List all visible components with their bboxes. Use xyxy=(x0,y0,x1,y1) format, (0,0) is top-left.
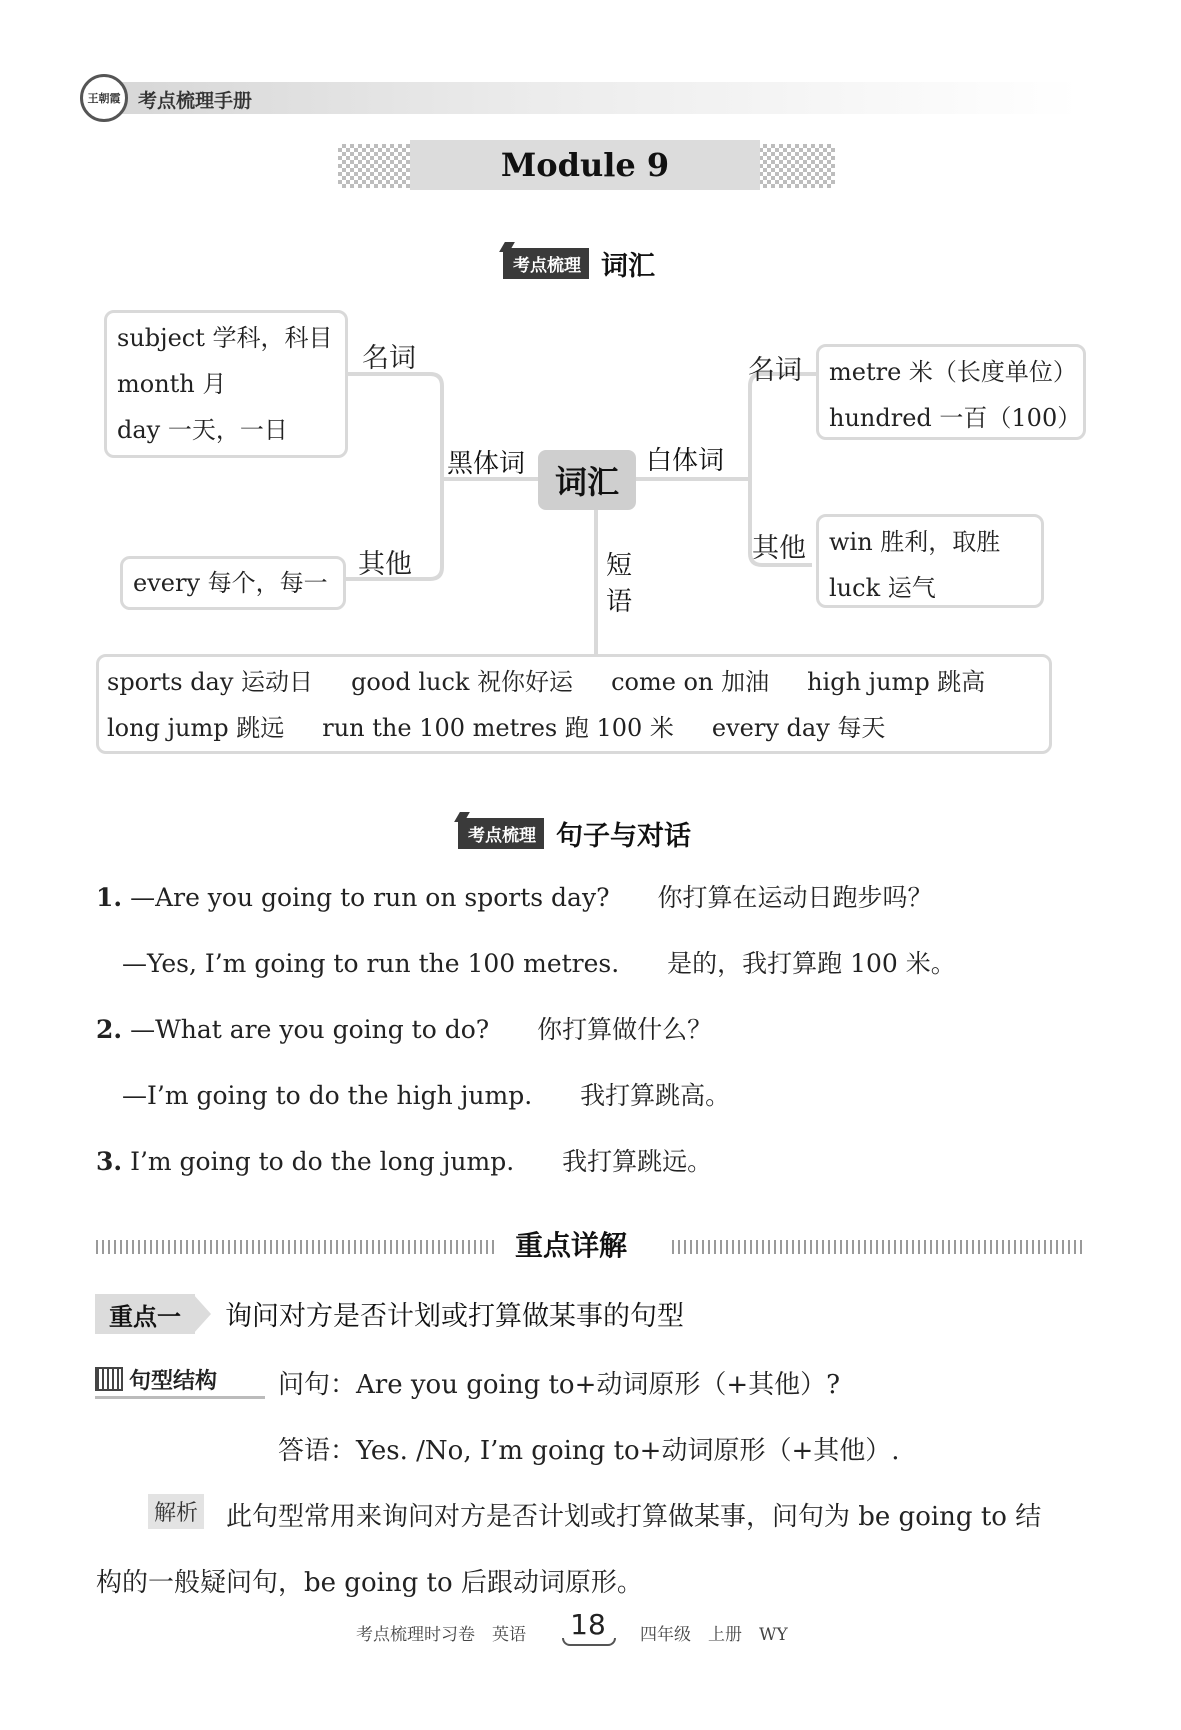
sentence-2-question xyxy=(96,1010,712,1046)
phrase-item: come on 加油 xyxy=(611,668,770,696)
sentence-zh: 是的，我打算跑 100 米。 xyxy=(667,949,956,978)
vocab-item: luck 运气 xyxy=(829,574,936,602)
keypoint-section-title: 重点详解 xyxy=(515,1229,628,1262)
phrases-row-1 xyxy=(107,659,1041,705)
footer-left: 考点梳理时习卷 英语 xyxy=(356,1625,526,1645)
phrase-item: long jump 跳远 xyxy=(107,714,285,742)
vocab-item: win 胜利，取胜 xyxy=(829,528,1001,556)
bold-words-branch-label: 黑体词 xyxy=(447,449,526,479)
sentence-1-question xyxy=(96,878,932,914)
left-other-label: 其他 xyxy=(358,549,412,580)
right-noun-label: 名词 xyxy=(748,355,802,386)
structure-question: 问句：Are you going to+动词原形（+其他）? xyxy=(278,1370,841,1400)
structure-answer: 答语：Yes. /No, I’m going to+动词原形（+其他）. xyxy=(278,1436,900,1466)
sentence-en: —Are you going to run on sports day? xyxy=(130,883,610,912)
phrases-row-2 xyxy=(107,705,1041,751)
page-number: 18 xyxy=(570,1608,606,1641)
analysis-line-1: 此句型常用来询问对方是否计划或打算做某事，问句为 be going to 结 xyxy=(226,1502,1042,1532)
sentence-zh: 你打算在运动日跑步吗？ xyxy=(657,883,933,912)
phrase-item: every day 每天 xyxy=(711,714,886,742)
sentence-3 xyxy=(96,1142,712,1178)
vocab-item: day 一天，一日 xyxy=(117,416,288,444)
vocab-item: metre 米（长度单位） xyxy=(829,358,1077,386)
sentence-number: 1. xyxy=(96,883,123,912)
divider-left xyxy=(96,1240,496,1254)
sentence-section-badge: 考点梳理 xyxy=(458,818,544,849)
analysis-line-2: 构的一般疑问句，be going to 后跟动词原形。 xyxy=(96,1568,643,1598)
sentence-zh: 我打算跳高。 xyxy=(580,1081,731,1110)
phrase-branch-label: 短语 xyxy=(606,551,633,617)
analysis-badge: 解析 xyxy=(148,1494,204,1529)
left-other-box xyxy=(120,556,346,610)
phrase-item: run the 100 metres 跑 100 米 xyxy=(322,714,674,742)
sentence-zh: 我打算跳远。 xyxy=(562,1147,713,1176)
white-words-branch-label: 白体词 xyxy=(646,446,725,476)
phrase-item: good luck 祝你好运 xyxy=(351,668,574,696)
sentence-section-title xyxy=(458,814,691,853)
phrase-item: sports day 运动日 xyxy=(107,668,314,696)
structure-badge xyxy=(95,1362,265,1399)
mind-map-center: 词汇 xyxy=(538,450,636,510)
sentence-1-answer xyxy=(122,944,956,980)
divider-right xyxy=(672,1240,1084,1254)
phrase-item: high jump 跳高 xyxy=(807,668,986,696)
phrases-box xyxy=(96,654,1052,754)
sentence-number: 3. xyxy=(96,1147,123,1176)
sentence-zh: 你打算做什么？ xyxy=(537,1015,713,1044)
sentence-en: I’m going to do the long jump. xyxy=(130,1147,515,1176)
sentence-2-answer xyxy=(122,1076,730,1112)
logo-text: 王朝霞 xyxy=(87,92,121,105)
left-noun-label: 名词 xyxy=(362,343,416,374)
sentence-number: 2. xyxy=(96,1015,123,1044)
vocab-item: hundred 一百（100） xyxy=(829,404,1082,432)
page-number-bracket xyxy=(562,1638,616,1646)
footer-right: 四年级 上册 WY xyxy=(640,1625,788,1645)
vocab-item: month 月 xyxy=(117,370,227,398)
right-other-box xyxy=(816,514,1044,608)
vocab-section-heading: 词汇 xyxy=(601,251,655,282)
left-nouns-box xyxy=(104,310,348,458)
sentence-en: —I’m going to do the high jump. xyxy=(122,1081,533,1110)
keypoint-1-title: 询问对方是否计划或打算做某事的句型 xyxy=(225,1301,684,1332)
vocab-item: subject 学科，科目 xyxy=(117,324,333,352)
vocab-item: every 每个，每一 xyxy=(133,569,328,597)
vocab-section-badge: 考点梳理 xyxy=(503,248,589,279)
module-title: Module 9 xyxy=(410,140,760,190)
book-icon xyxy=(95,1367,123,1391)
chevron-right-icon xyxy=(193,1294,211,1334)
header-title: 考点梳理手册 xyxy=(138,90,253,112)
sentence-en: —Yes, I’m going to run the 100 metres. xyxy=(122,949,620,978)
keypoint-1-badge: 重点一 xyxy=(95,1294,195,1334)
sentence-en: —What are you going to do? xyxy=(130,1015,490,1044)
right-nouns-box xyxy=(816,344,1086,440)
structure-badge-label: 句型结构 xyxy=(129,1368,218,1394)
sentence-section-heading: 句子与对话 xyxy=(556,821,691,852)
right-other-label: 其他 xyxy=(752,533,806,564)
